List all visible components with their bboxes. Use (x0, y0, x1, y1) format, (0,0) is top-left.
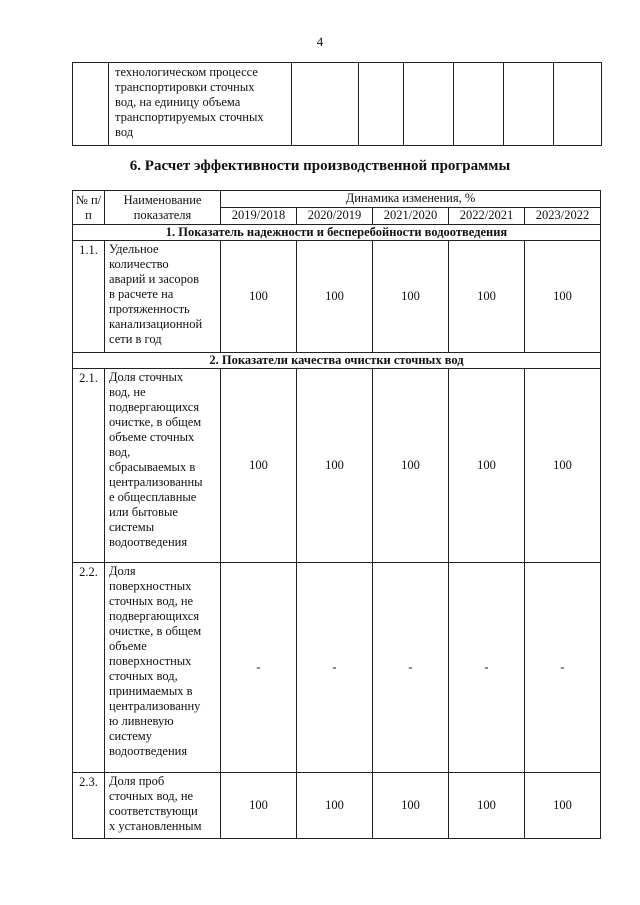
indicator-text-line: или бытовые (109, 505, 178, 519)
value-cell: - (449, 563, 525, 773)
header-num: № п/п (73, 191, 105, 225)
header-dynamics: Динамика изменения, % (221, 191, 601, 208)
indicator-text-line: Удельное (109, 242, 159, 256)
indicator-text-line: сбрасываемых в (109, 460, 196, 474)
value-cell: 100 (373, 773, 449, 839)
indicator-text-line: аварий и засоров (109, 272, 200, 286)
indicator-text-line: централизованну (109, 699, 201, 713)
indicator-text-line: вод, на единицу объема (115, 95, 241, 109)
indicator-text-line: сточных вод, (109, 669, 178, 683)
row-number: 2.3. (73, 773, 105, 839)
indicator-text-line: транспортируемых сточных (115, 110, 264, 124)
indicator-text-line: принимаемых в (109, 684, 193, 698)
indicator-text-line: сети в год (109, 332, 162, 346)
value-cell: 100 (525, 773, 601, 839)
cell-empty (454, 63, 504, 146)
indicator-text-line: водоотведения (109, 744, 188, 758)
value-cell: 100 (221, 241, 297, 353)
indicator-name-cell (105, 563, 221, 773)
indicator-text-line: технологическом процессе (115, 65, 258, 79)
value-cell: 100 (525, 369, 601, 563)
value-cell: 100 (449, 369, 525, 563)
cell-empty (554, 63, 602, 146)
page-number: 4 (316, 34, 324, 49)
indicator-name-cell (105, 241, 221, 353)
cell-empty (73, 63, 109, 146)
efficiency-table (72, 190, 601, 839)
cell-empty (292, 63, 359, 146)
section-title: 6. Расчет эффективности производственной программы (129, 158, 511, 174)
indicator-text-line: Доля (109, 564, 136, 578)
value-cell: 100 (221, 369, 297, 563)
indicator-text-line: вод, (109, 445, 131, 459)
value-cell: 100 (297, 773, 373, 839)
indicator-text-line: канализационной (109, 317, 203, 331)
value-cell: 100 (221, 773, 297, 839)
row-number: 2.2. (73, 563, 105, 773)
header-year: 2021/2020 (373, 208, 449, 225)
indicator-text-line: Доля сточных (109, 370, 184, 384)
indicator-name-cell (105, 369, 221, 563)
header-year: 2022/2021 (449, 208, 525, 225)
indicator-text-line: количество (109, 257, 169, 271)
header-year: 2019/2018 (221, 208, 297, 225)
value-cell: - (221, 563, 297, 773)
indicator-text-line: очистке, в общем (109, 624, 202, 638)
indicator-text-line: вод (115, 125, 134, 139)
value-cell: - (525, 563, 601, 773)
indicator-text-line: очистке, в общем (109, 415, 202, 429)
indicator-text-line: Доля проб (109, 774, 165, 788)
indicator-text-line: ю ливневую (109, 714, 174, 728)
indicator-text-line: объеме (109, 639, 147, 653)
value-cell: - (297, 563, 373, 773)
indicator-text-line: е общесплавные (109, 490, 197, 504)
indicator-text-line: подвергающихся (109, 609, 200, 623)
continuation-table (72, 62, 602, 146)
header-name: Наименование показателя (105, 191, 221, 225)
indicator-text-line: подвергающихся (109, 400, 200, 414)
section-heading: 1. Показатель надежности и бесперебойности водоотведения (73, 225, 601, 241)
indicator-text-line: водоотведения (109, 535, 188, 549)
header-year: 2020/2019 (297, 208, 373, 225)
value-cell: 100 (449, 241, 525, 353)
indicator-text-line: поверхностных (109, 654, 192, 668)
value-cell: 100 (449, 773, 525, 839)
indicator-text-line: систему (109, 729, 152, 743)
row-number: 1.1. (73, 241, 105, 353)
indicator-text-line: поверхностных (109, 579, 192, 593)
cell-empty (504, 63, 554, 146)
header-year: 2023/2022 (525, 208, 601, 225)
indicator-text-line: соответствующи (109, 804, 198, 818)
cell-empty (359, 63, 404, 146)
indicator-text-line: объеме сточных (109, 430, 195, 444)
cell-empty (404, 63, 454, 146)
indicator-text-line: в расчете на (109, 287, 174, 301)
value-cell: 100 (525, 241, 601, 353)
section-heading: 2. Показатели качества очистки сточных вод (73, 353, 601, 369)
indicator-text-line: вод, не (109, 385, 146, 399)
indicator-name-cell (105, 773, 221, 839)
value-cell: 100 (297, 369, 373, 563)
indicator-text-line: централизованны (109, 475, 203, 489)
value-cell: 100 (373, 369, 449, 563)
value-cell: 100 (373, 241, 449, 353)
row-number: 2.1. (73, 369, 105, 563)
indicator-text-line: сточных вод, не (109, 789, 194, 803)
indicator-text-line: х установленным (109, 819, 202, 833)
indicator-text-line: сточных вод, не (109, 594, 194, 608)
indicator-text-line: транспортировки сточных (115, 80, 255, 94)
indicator-text-line: протяженность (109, 302, 190, 316)
indicator-text-line: системы (109, 520, 155, 534)
value-cell: 100 (297, 241, 373, 353)
indicator-name-cell (109, 63, 292, 146)
value-cell: - (373, 563, 449, 773)
